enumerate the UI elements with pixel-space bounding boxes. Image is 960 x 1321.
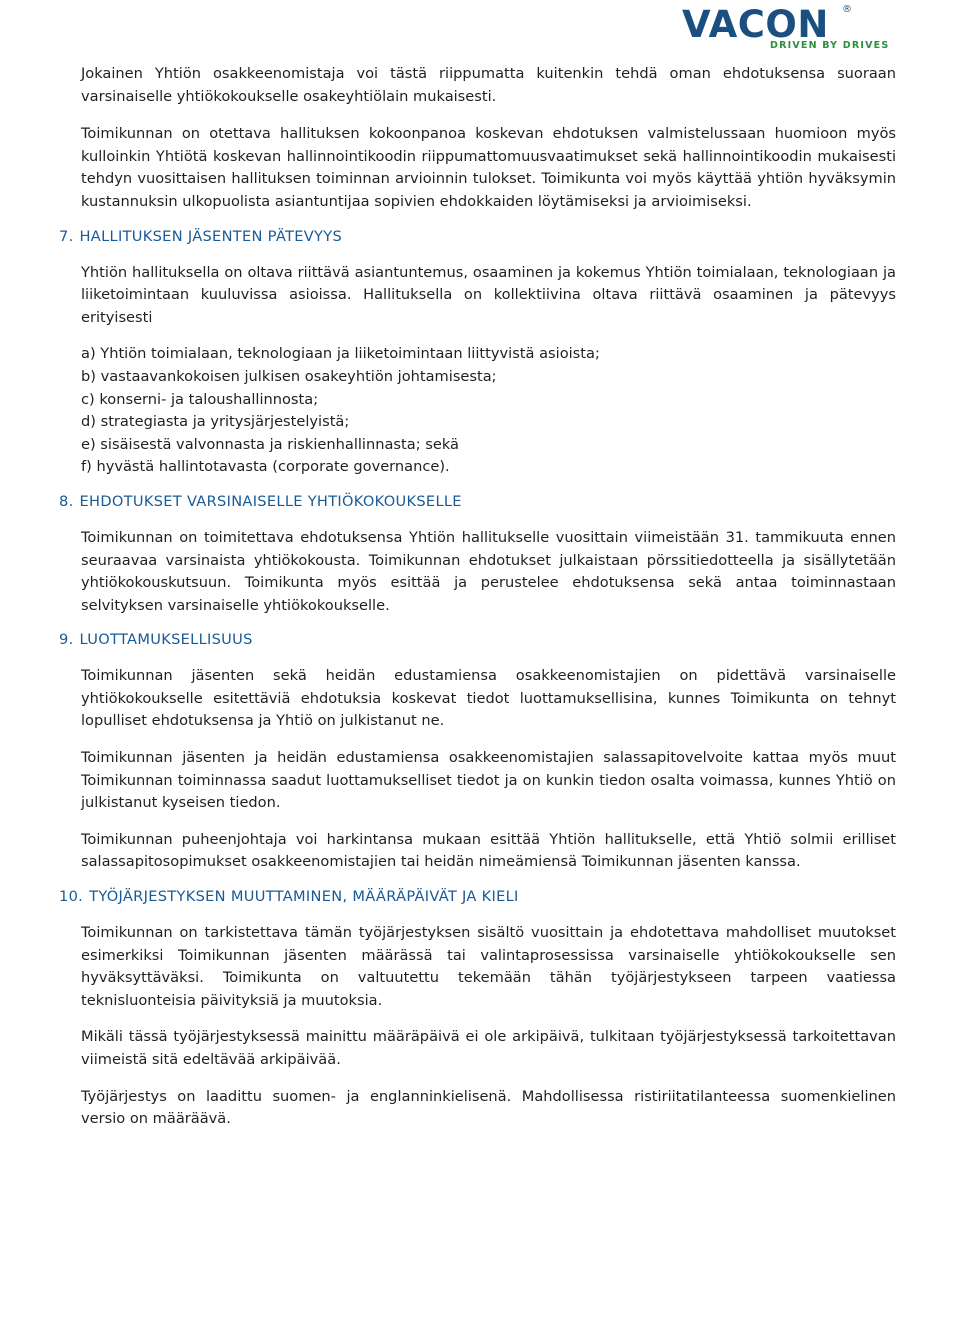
document-body xyxy=(59,63,896,1145)
vacon-logo xyxy=(682,3,890,54)
section-7-title: HALLITUKSEN JÄSENTEN PÄTEVYYS xyxy=(79,227,343,245)
section-9-paragraph-1: Toimikunnan jäsenten sekä heidän edustamiensa osakkeenomistajien on pidettävä varsinaiselle yhtiökokoukselle esitettäviä ehdotuksia koskevat tiedot luottamuksellisina, kunnes Toimikunta on tehnyt lopulliset ehdotuksensa ja Yhtiö on julkistanut ne. xyxy=(81,667,896,730)
intro-paragraph-1: Jokainen Yhtiön osakkeenomistaja voi tästä riippumatta kuitenkin tehdä oman ehdotuksensa suoraan varsinaiselle yhtiökokoukselle osakeyhtiölain mukaisesti. xyxy=(81,65,896,105)
section-9-number: 9. xyxy=(59,631,74,649)
list-item: f) hyvästä hallintotavasta (corporate governance). xyxy=(81,458,450,476)
section-9-paragraph-3: Toimikunnan puheenjohtaja voi harkintansa mukaan esittää Yhtiön hallitukselle, että Yhtiö solmii erilliset salassapitosopimukset osakkeenomistajien tai heidän nimeämiensä Toimikunnan jäsenten kanssa. xyxy=(81,830,896,871)
section-7-paragraph: Yhtiön hallituksella on oltava riittävä asiantuntemus, osaaminen ja kokemus Yhtiön toimialaan, teknologiaan ja liiketoimintaan kuuluvissa asioissa. Hallituksella on kollektiivina oltava riittävä osaaminen ja pätevyys erityisesti xyxy=(81,263,896,326)
list-item: c) konserni- ja taloushallinnosta; xyxy=(81,390,319,408)
section-7-heading xyxy=(59,226,896,248)
list-item: b) vastaavankokoisen julkisen osakeyhtiön johtamisesta; xyxy=(81,367,497,385)
intro-paragraph-2: Toimikunnan on otettava hallituksen kokoonpanoa koskevan ehdotuksen valmistelussaan huomioon myös kulloinkin Yhtiötä koskevan hallinnointikoodin riippumattomuusvaatimukset sekä hallinnointikoodin mukaisesti tehdyn vuosittaisen hallituksen toiminnan arvioinnin tulokset. Toimikunta voi myös käyttää yhtiön hyväksymin kustannuksin ulkopuolista asiantuntijaa sopivien ehdokkaiden löytämiseksi ja arvioimiseksi. xyxy=(81,125,896,210)
section-9-heading xyxy=(59,629,896,651)
section-10-number: 10. xyxy=(59,888,84,906)
section-10-paragraph-2: Mikäli tässä työjärjestyksessä mainittu määräpäivä ei ole arkipäivä, tulkitaan työjärjestyksessä tarkoitettavan viimeistä sitä edeltävää arkipäivää. xyxy=(81,1028,896,1068)
section-8-heading xyxy=(59,491,896,513)
logo-wordmark: VACON xyxy=(682,3,829,46)
list-item: a) Yhtiön toimialaan, teknologiaan ja liiketoimintaan liittyvistä asioista; xyxy=(81,345,600,363)
logo-tagline: DRIVEN BY DRIVES xyxy=(770,40,890,51)
section-10-paragraph-3: Työjärjestys on laadittu suomen- ja englanninkielisenä. Mahdollisessa ristiriitatilanteessa suomenkielinen versio on määräävä. xyxy=(81,1087,896,1128)
section-8-title: EHDOTUKSET VARSINAISELLE YHTIÖKOKOUKSELLE xyxy=(79,492,462,510)
section-10-title: TYÖJÄRJESTYKSEN MUUTTAMINEN, MÄÄRÄPÄIVÄT JA KIELI xyxy=(89,888,519,906)
list-item: e) sisäisestä valvonnasta ja riskienhallinnasta; sekä xyxy=(81,435,459,453)
section-10-heading xyxy=(59,886,896,908)
section-10-paragraph-1: Toimikunnan on tarkistettava tämän työjärjestyksen sisältö vuosittain ja ehdotettava mahdolliset muutokset esimerkiksi Toimikunnan jäsenten määrässä tai valintaprosessissa varsinaiselle yhtiökokoukselle sen hyväksyttäväksi. Toimikunta on valtuutettu tekemään tähän työjärjestykseen tarpeen vaatiessa teknisluonteisia päivityksiä ja muutoksia. xyxy=(81,924,896,1009)
section-9-paragraph-2: Toimikunnan jäsenten ja heidän edustamiensa osakkeenomistajien salassapitovelvoite kattaa myös muut Toimikunnan toiminnassa saadut luottamukselliset tiedot ja on kunkin tiedon osalta voimassa, kunnes Yhtiö on julkistanut kyseisen tiedon. xyxy=(81,749,896,812)
list-item: d) strategiasta ja yritysjärjestelyistä; xyxy=(81,413,350,431)
section-8-number: 8. xyxy=(59,492,74,510)
section-7-list xyxy=(81,343,896,479)
section-8-paragraph: Toimikunnan on toimitettava ehdotuksensa Yhtiön hallitukselle vuosittain viimeistään 31. tammikuuta ennen seuraavaa varsinaista yhtiökokousta. Toimikunnan ehdotukset julkaistaan pörssitiedotteella ja sisällytetään yhtiökokouskutsuun. Toimikunta myös esittää ja perustelee ehdotuksensa sekä antaa toiminnastaan selvityksen varsinaiselle yhtiökokoukselle. xyxy=(81,528,896,614)
section-9-title: LUOTTAMUKSELLISUUS xyxy=(79,631,253,649)
section-7-number: 7. xyxy=(59,227,74,245)
registered-mark: ® xyxy=(842,4,852,15)
